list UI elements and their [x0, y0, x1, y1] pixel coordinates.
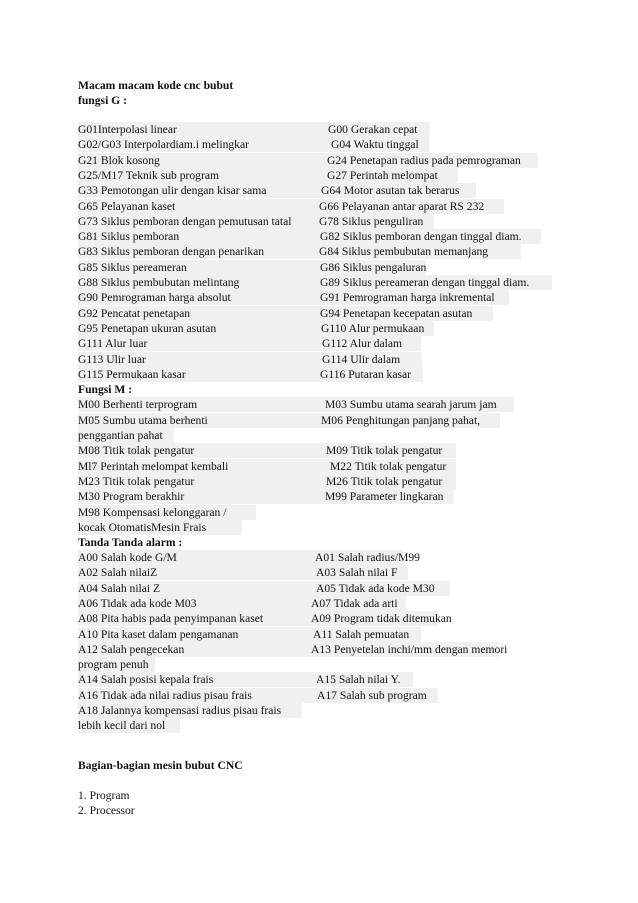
g-code-code-right: G66 Pelayanan antar aparat RS 232	[319, 199, 485, 213]
m-code-code-left: Ml7 Perintah melompat kembali	[78, 459, 229, 473]
bagian-title: Bagian-bagian mesin bubut CNC	[78, 759, 243, 772]
heading-subtitle: fungsi G :	[78, 94, 127, 107]
g-code-row	[78, 290, 509, 305]
g-code-code-right: G94 Penetapan kecepatan asutan	[320, 306, 473, 320]
g-code-code-left: G33 Pemotongan ulir dengan kisar sama	[78, 184, 267, 198]
m-code-code-right: M03 Sumbu utama searah jarum jam	[325, 398, 497, 412]
g-code-code-right: G86 Siklus pengaluran	[320, 260, 427, 274]
g-code-code-right: G110 Alur permukaan	[321, 321, 425, 335]
g-code-code-right: G84 Siklus pembubutan memanjang	[319, 245, 489, 259]
g-code-row	[78, 137, 429, 152]
alarm-code-code-left: A00 Salah kode G/M	[78, 551, 177, 564]
g-code-code-left: G01Interpolasi linear	[78, 123, 177, 136]
alarm-code-code-right: A11 Salah pemuatan	[313, 627, 410, 641]
g-code-code-left: G115 Permukaan kasar	[78, 367, 186, 381]
g-code-code-left: G111 Alur luar	[78, 337, 148, 351]
g-code-row	[78, 244, 521, 259]
alarm-code-code-left: A08 Pita habis pada penyimpanan kaset	[78, 612, 264, 626]
g-code-row	[78, 214, 434, 229]
alarm-code-code-right: A17 Salah sub program	[317, 688, 427, 702]
g-code-code-left: G65 Pelayanan kaset	[78, 199, 176, 213]
g-code-row	[78, 260, 426, 275]
m-code-code-left: kocak OtomatisMesin Frais	[78, 520, 207, 534]
g-code-code-right: G112 Alur dalam	[322, 337, 403, 351]
g-code-row	[78, 352, 422, 367]
g-code-code-right: G27 Perintah melompat	[327, 168, 438, 182]
g-code-row	[78, 122, 430, 137]
g-code-code-right: G114 Ulir dalam	[322, 352, 401, 366]
g-code-code-left: G02/G03 Interpolardiam.i melingkar	[78, 138, 249, 152]
alarm-code-row	[78, 703, 302, 718]
g-code-code-left: G113 Ulir luar	[78, 352, 146, 366]
m-code-row	[78, 397, 514, 412]
g-code-code-left: G81 Siklus pemboran	[78, 230, 180, 244]
m-code-row	[78, 520, 242, 535]
m-code-row	[78, 474, 456, 489]
heading-title: Macam macam kode cnc bubut	[78, 79, 234, 92]
alarm-code-code-left: A18 Jalannya kompensasi radius pisau frais	[78, 704, 282, 717]
g-code-row	[78, 306, 493, 321]
g-code-row	[78, 229, 541, 244]
m-code-row	[78, 505, 256, 520]
g-code-code-left: G95 Penetapan ukuran asutan	[78, 321, 217, 335]
m-code-code-left: M00 Berhenti terprogram	[78, 398, 198, 412]
g-code-code-right: G116 Putaran kasar	[320, 367, 412, 381]
g-code-code-left: G83 Siklus pemboran dengan penarikan	[78, 245, 265, 259]
g-code-row	[78, 199, 504, 214]
alarm-code-row	[78, 688, 438, 703]
alarm-code-row	[78, 565, 408, 580]
m-code-code-left: M08 Titik tolak pengatur	[78, 444, 195, 458]
g-code-code-left: G85 Siklus pereameran	[78, 260, 187, 274]
alarm-code-row	[78, 657, 155, 672]
alarm-code-row	[78, 550, 420, 565]
g-code-code-right: G82 Siklus pemboran dengan tinggal diam.	[320, 230, 522, 244]
g-code-row	[78, 275, 552, 290]
bagian-item: 2. Processor	[78, 804, 135, 818]
alarm-code-code-right: A03 Salah nilai F	[316, 566, 398, 580]
m-code-row	[78, 428, 174, 443]
g-code-row	[78, 321, 434, 336]
m-code-row	[78, 443, 456, 458]
g-code-code-left: G88 Siklus pembubutan melintang	[78, 276, 240, 289]
alarm-code-code-right: A07 Tidak ada arti	[311, 596, 398, 610]
g-code-row	[78, 153, 538, 168]
m-code-code-right: M09 Titik tolak pengatur	[326, 444, 443, 458]
m-code-code-left: penggantian pahat	[78, 429, 163, 442]
alarm-code-row	[78, 672, 413, 687]
g-code-code-left: G73 Siklus pemboran dengan pemutusan tatal	[78, 214, 292, 228]
alarm-code-code-left: program penuh	[78, 658, 149, 672]
alarm-code-row	[78, 581, 450, 596]
g-code-code-left: G90 Pemrograman harga absolut	[78, 291, 231, 305]
m-code-code-left: M23 Titik tolak pengatur	[78, 474, 195, 488]
g-code-code-right: G91 Pemrograman harga inkremental	[320, 291, 495, 305]
g-code-code-left: G25/M17 Teknik sub program	[78, 168, 219, 182]
m-code-code-left: M05 Sumbu utama berhenti	[78, 413, 208, 427]
alarm-code-code-left: A04 Salah nilai Z	[78, 581, 161, 595]
g-code-row	[78, 168, 458, 183]
alarm-code-code-right: A01 Salah radius/M99	[315, 551, 420, 564]
bagian-item: 1. Program	[78, 789, 130, 802]
alarm-code-code-left: A06 Tidak ada kode M03	[78, 596, 197, 610]
g-code-code-right: G64 Motor asutan tak berarus	[321, 184, 460, 198]
alarm-code-code-right: A15 Salah nilai Y.	[316, 673, 401, 687]
m-code-code-right: M99 Parameter lingkaran	[325, 490, 444, 504]
g-code-code-right: G04 Waktu tinggal	[331, 138, 419, 152]
alarm-code-row	[78, 627, 421, 642]
alarm-code-row	[78, 596, 406, 611]
g-code-code-right: G78 Siklus penguliran	[319, 214, 424, 228]
alarm-code-row	[78, 642, 508, 657]
alarm-code-row	[78, 718, 180, 733]
alarm-title: Tanda Tanda alarm :	[78, 536, 183, 549]
alarm-code-code-left: lebih kecil dari nol	[78, 719, 166, 733]
alarm-code-code-left: A02 Salah nilaiZ	[78, 566, 158, 580]
g-code-row	[78, 336, 421, 351]
m-code-code-left: M30 Program berakhir	[78, 490, 185, 504]
g-code-code-right: G00 Gerakan cepat	[328, 123, 418, 136]
g-code-code-left: G21 Blok kosong	[78, 153, 160, 167]
m-code-code-right: M06 Penghitungan panjang pahat,	[321, 413, 481, 427]
alarm-code-code-left: A14 Salah posisi kepala frais	[78, 673, 214, 687]
g-code-row	[78, 183, 476, 198]
m-code-code-left: M98 Kompensasi kelonggaran /	[78, 505, 227, 519]
g-code-row	[78, 367, 423, 382]
alarm-code-code-left: A16 Tidak ada nilai radius pisau frais	[78, 688, 252, 702]
g-code-code-right: G24 Penetapan radius pada pemrograman	[327, 153, 521, 167]
alarm-code-row	[78, 611, 452, 626]
m-code-row	[78, 459, 456, 474]
alarm-code-code-right: A09 Program tidak ditemukan	[311, 612, 452, 626]
alarm-code-code-right: A13 Penyetelan inchi/mm dengan memori	[311, 642, 508, 656]
alarm-code-code-left: A12 Salah pengecekan	[78, 642, 185, 656]
g-code-code-left: G92 Pencatat penetapan	[78, 306, 191, 320]
g-code-code-right: G89 Siklus pereameran dengan tinggal diam.	[320, 276, 530, 289]
alarm-code-code-left: A10 Pita kaset dalam pengamanan	[78, 627, 239, 641]
fungsi-m-title: Fungsi M :	[78, 383, 133, 397]
alarm-code-code-right: A05 Tidak ada kode M30	[316, 581, 435, 595]
m-code-code-right: M26 Titik tolak pengatur	[326, 474, 443, 488]
m-code-code-right: M22 Titik tolak pengatur	[330, 459, 447, 473]
m-code-row	[78, 489, 454, 504]
m-code-row	[78, 413, 500, 428]
